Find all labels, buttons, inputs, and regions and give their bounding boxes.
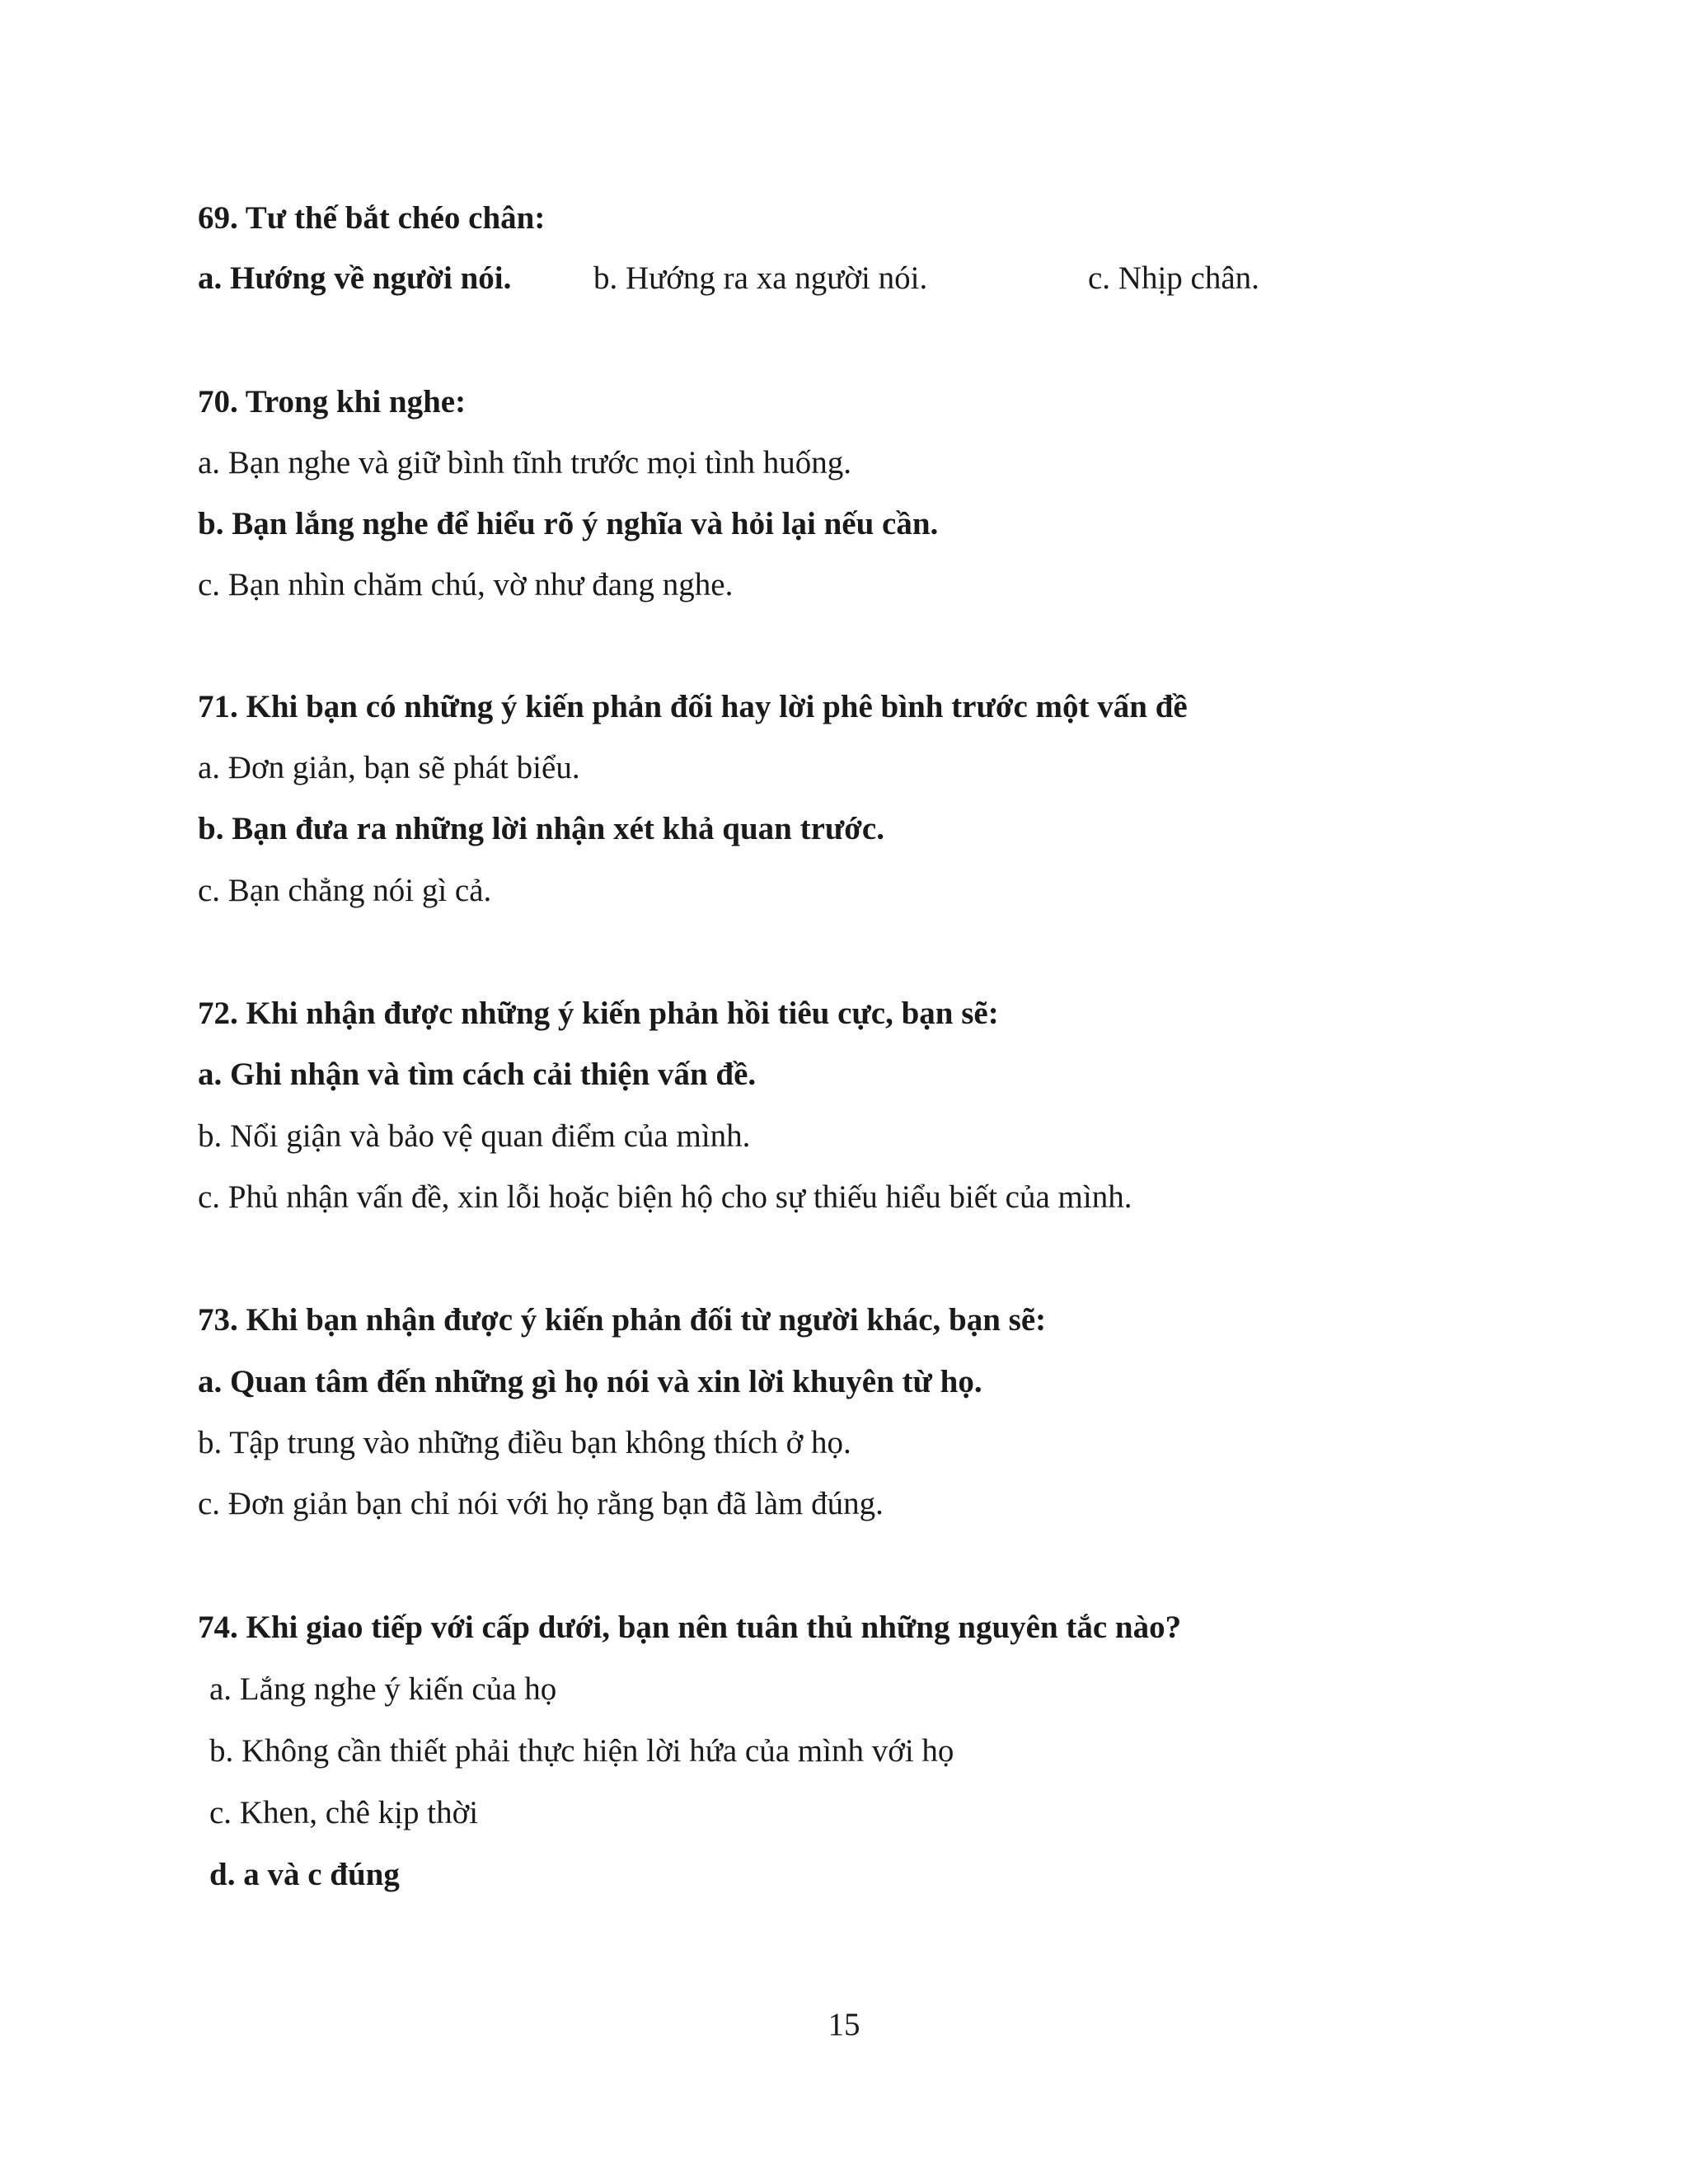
question-69-option-a: a. Hướng về người nói.: [198, 260, 512, 296]
question-69-option-b: b. Hướng ra xa người nói.: [593, 260, 928, 296]
question-74-option-a: a. Lắng nghe ý kiến của họ: [209, 1671, 557, 1707]
page-number: 15: [828, 2007, 860, 2042]
question-71-option-a: a. Đơn giản, bạn sẽ phát biểu.: [198, 750, 580, 785]
question-74-prompt: 74. Khi giao tiếp với cấp dưới, bạn nên tuân thủ những nguyên tắc nào?: [198, 1610, 1182, 1645]
question-74-option-b: b. Không cần thiết phải thực hiện lời hứa của mình với họ: [209, 1733, 954, 1769]
question-70-option-c: c. Bạn nhìn chăm chú, vờ như đang nghe.: [198, 567, 734, 602]
question-69-options-row: [198, 262, 1517, 294]
question-69-prompt: 69. Tư thế bắt chéo chân:: [198, 200, 546, 236]
question-73-option-b: b. Tập trung vào những điều bạn không thích ở họ.: [198, 1425, 851, 1460]
question-71-prompt: 71. Khi bạn có những ý kiến phản đối hay lời phê bình trước một vấn đề: [198, 689, 1188, 724]
question-72-option-a: a. Ghi nhận và tìm cách cải thiện vấn đề.: [198, 1057, 757, 1092]
question-72-prompt: 72. Khi nhận được những ý kiến phản hồi tiêu cực, bạn sẽ:: [198, 996, 999, 1031]
question-71-option-c: c. Bạn chẳng nói gì cả.: [198, 873, 492, 908]
question-70-option-a: a. Bạn nghe và giữ bình tĩnh trước mọi tình huống.: [198, 445, 851, 480]
question-74-option-c: c. Khen, chê kịp thời: [209, 1795, 479, 1830]
question-73-option-a: a. Quan tâm đến những gì họ nói và xin lời khuyên từ họ.: [198, 1364, 982, 1399]
question-72-option-b: b. Nổi giận và bảo vệ quan điểm của mình.: [198, 1118, 751, 1154]
question-70-prompt: 70. Trong khi nghe:: [198, 384, 467, 419]
question-70-option-b: b. Bạn lắng nghe để hiểu rõ ý nghĩa và hỏi lại nếu cần.: [198, 506, 939, 541]
question-72-option-c: c. Phủ nhận vấn đề, xin lỗi hoặc biện hộ cho sự thiếu hiểu biết của mình.: [198, 1179, 1132, 1215]
question-73-prompt: 73. Khi bạn nhận được ý kiến phản đối từ người khác, bạn sẽ:: [198, 1302, 1047, 1338]
question-74-option-d: d. a và c đúng: [209, 1857, 400, 1892]
question-73-option-c: c. Đơn giản bạn chỉ nói với họ rằng bạn đã làm đúng.: [198, 1486, 884, 1521]
question-71-option-b: b. Bạn đưa ra những lời nhận xét khả quan trước.: [198, 811, 884, 846]
question-69-option-c: c. Nhịp chân.: [1088, 260, 1259, 296]
